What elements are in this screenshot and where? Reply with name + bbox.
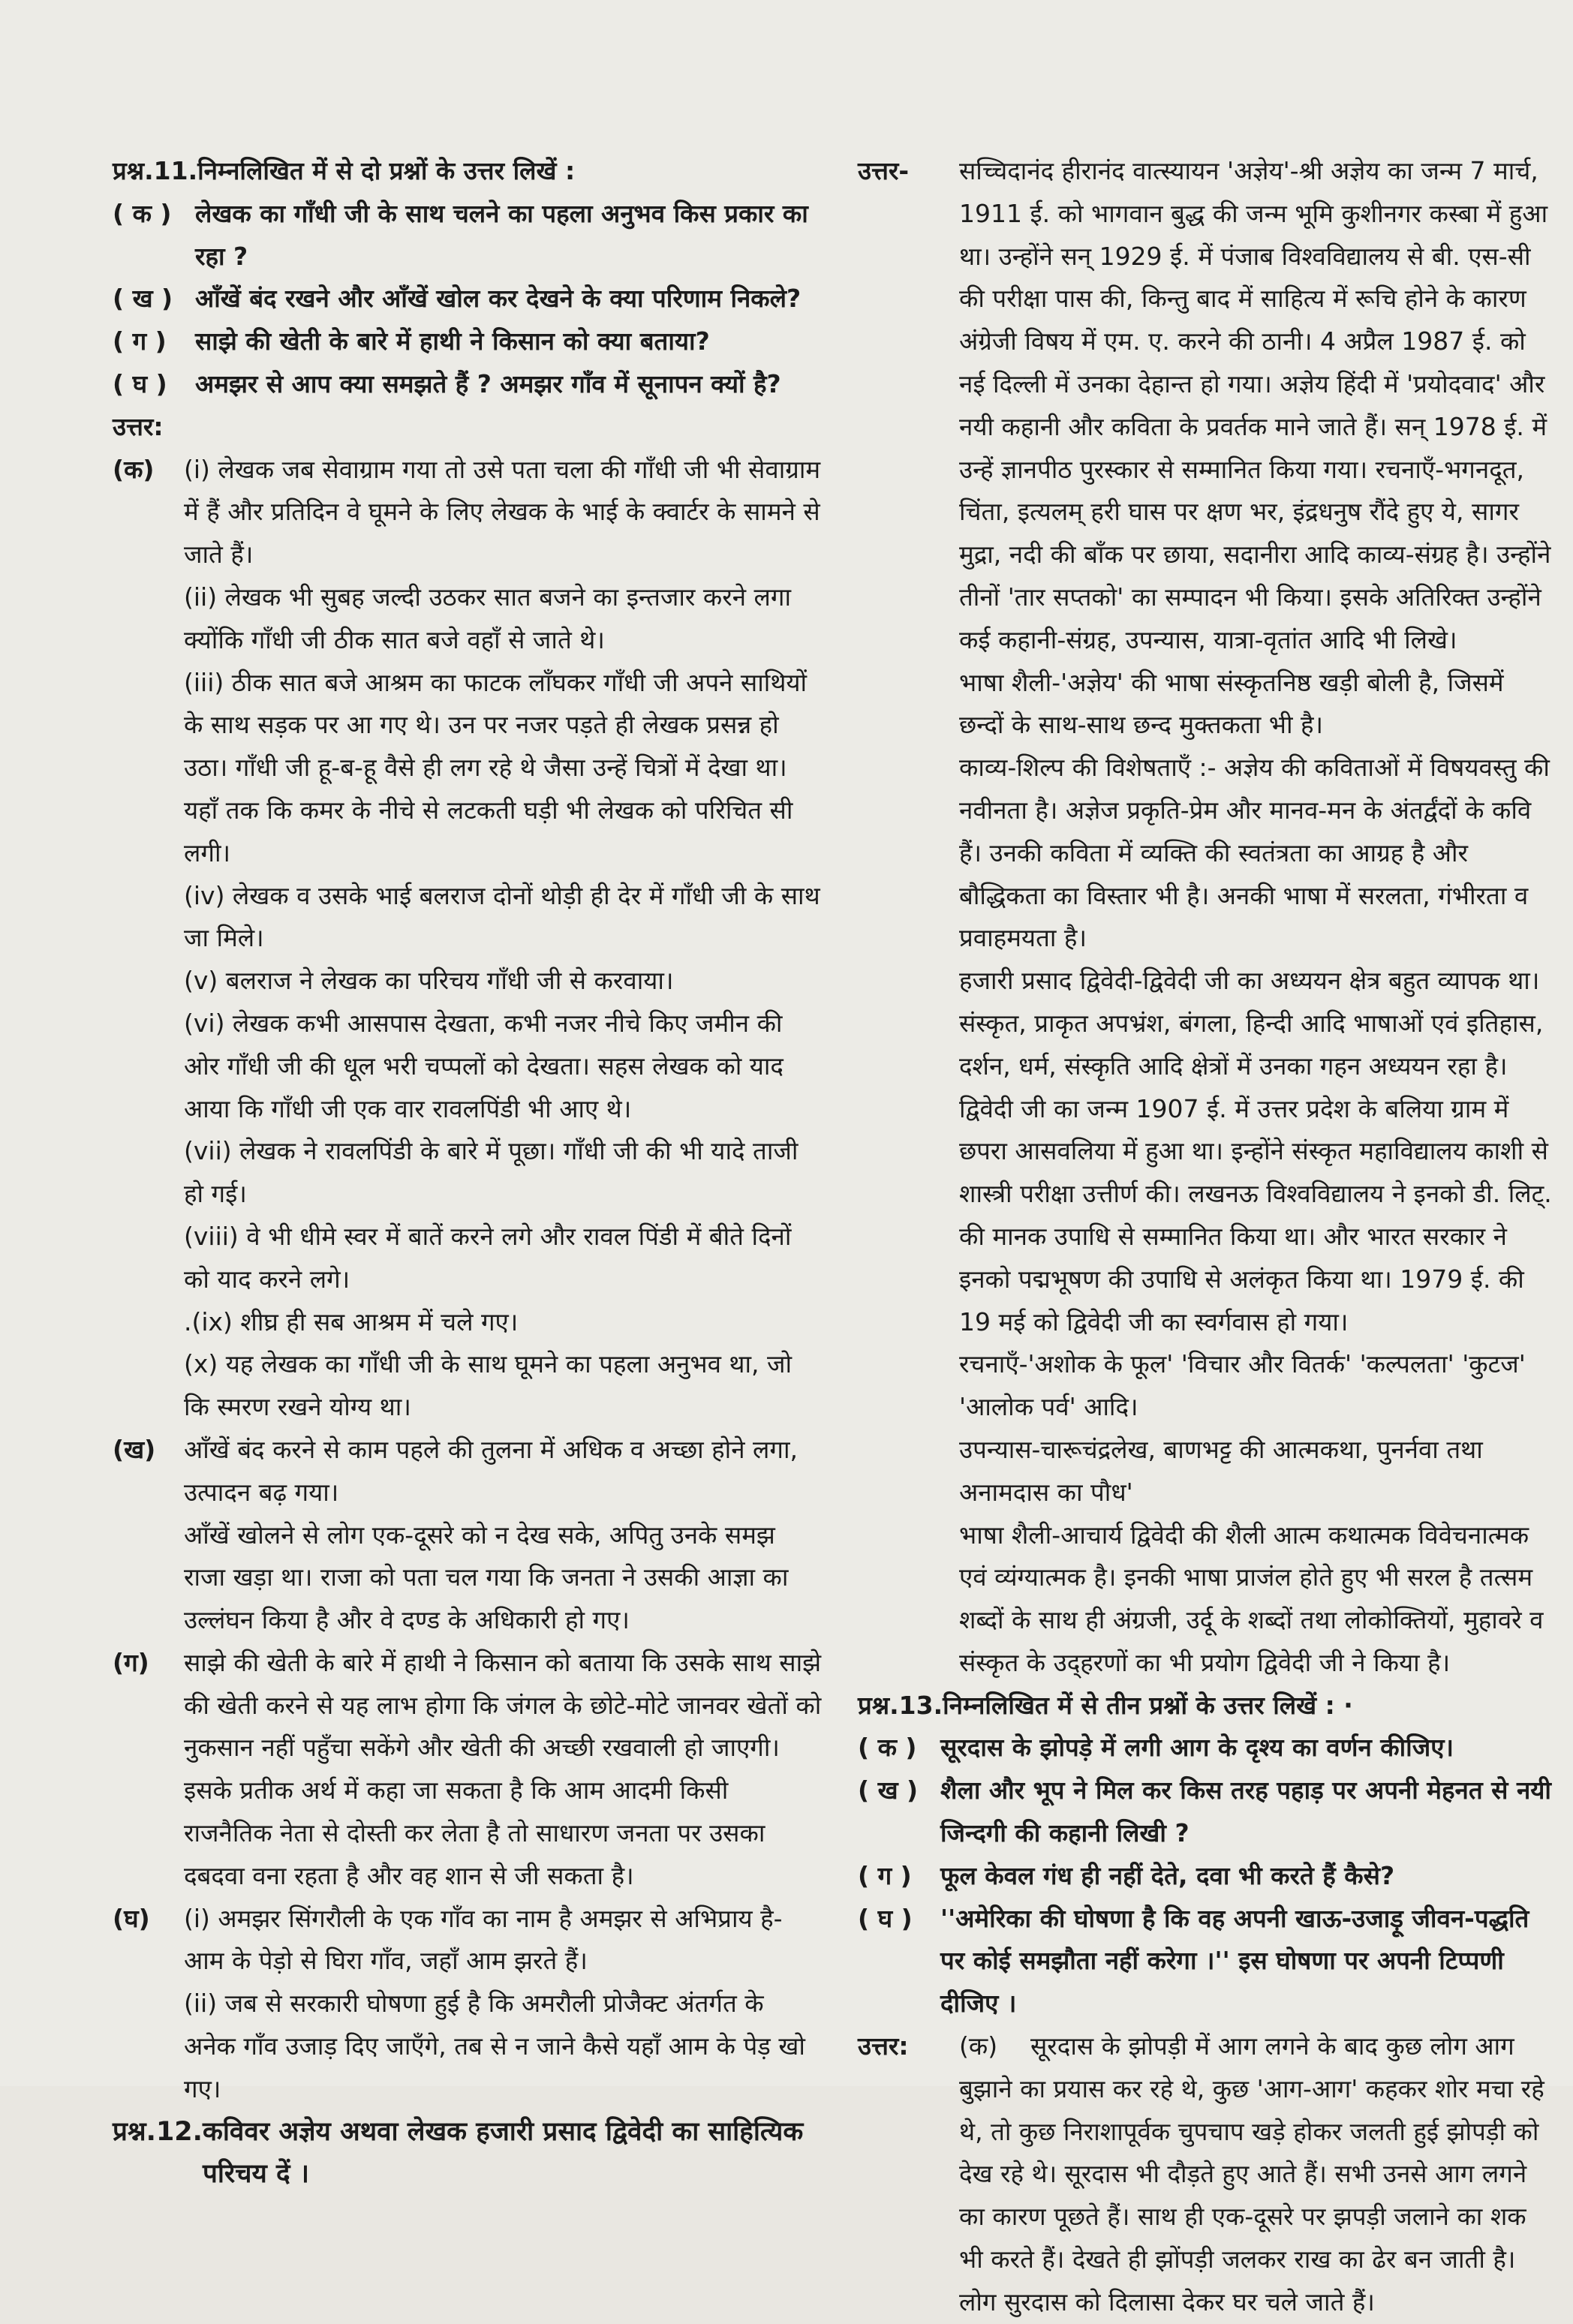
q11-item-text: साझे की खेती के बारे में हाथी ने किसान को क्या बताया? [195, 326, 710, 356]
answer-point: (iii) ठीक सात बजे आश्रम का फाटक लाँघकर गाँधी जी अपने साथियों के साथ सड़क पर आ गए थे। उन पर नजर पड़ते ही लेखक प्रसन्न हो उठा। गाँधी जी हू-ब-हू वैसे ही लग रहे थे जैसा उन्हें चित्रों में देखा था। यहाँ तक कि कमर के नीचे से लटकती घड़ी भी लेखक को परिचित सी लगी। [184, 667, 808, 867]
answer-12-body [959, 150, 1552, 1685]
left-column [113, 150, 822, 2196]
answer-ga-label: (ग) [113, 1647, 149, 1677]
q12-text: कविवर अज्ञेय अथवा लेखक हजारी प्रसाद द्विवेदी का साहित्यिक परिचय दें । [202, 2116, 804, 2190]
answer-gha [113, 1898, 822, 2111]
answer-kha [113, 1429, 822, 1642]
answer-paragraph: इसके प्रतीक अर्थ में कहा जा सकता है कि आम आदमी किसी राजनैतिक नेता से दोस्ती कर लेता है तो साधारण जनता पर उसका दबदवा वना रहता है और वह शान से जी सकता है। [184, 1775, 765, 1890]
q13-item-text: सूरदास के झोपड़े में लगी आग के दृश्य का वर्णन कीजिए। [940, 1733, 1454, 1763]
answer-point: (vi) लेखक कभी आसपास देखता, कभी नजर नीचे किए जमीन की ओर गाँधी जी की धूल भरी चप्पलों को देखता। सहस लेखक को याद आया कि गाँधी जी एक वार रावलपिंडी भी आए थे। [184, 1008, 783, 1123]
answer-point: (viii) वे भी धीमे स्वर में बातें करने लगे और रावल पिंडी में बीते दिनों को याद करने लगे। [184, 1221, 792, 1294]
q11-item-label: ( घ ) [113, 368, 167, 398]
answer-point: (iv) लेखक व उसके भाई बलराज दोनों थोड़ी ही देर में गाँधी जी के साथ जा मिले। [184, 880, 820, 953]
q12-label: प्रश्न.12. [113, 2116, 203, 2147]
q11-item-text: अमझर से आप क्या समझते हैं ? अमझर गाँव में सूनापन क्यों है? [195, 368, 781, 398]
q11-item-text: लेखक का गाँधी जी के साथ चलने का पहला अनुभव किस प्रकार का रहा ? [195, 198, 808, 271]
q11-item [113, 193, 822, 278]
q11-item-label: ( ग ) [113, 326, 167, 356]
answer-paragraph: उपन्यास-चारूचंद्रलेख, बाणभट्ट की आत्मकथा, पुनर्नवा तथा अनामदास का पौध' [959, 1434, 1483, 1507]
q13-item-text: फूल केवल गंध ही नहीं देते, दवा भी करते हैं कैसे? [940, 1860, 1395, 1890]
answer-12-label: उत्तर- [858, 156, 910, 185]
q12-heading [113, 2111, 822, 2196]
answer-paragraph: काव्य-शिल्प की विशेषताएँ :- अज्ञेय की कविताओं में विषयवस्तु की नवीनता है। अज्ञेज प्रकृति-प्रेम और मानव-मन के अंतर्द्वंदों के कवि हैं। उनकी कविता में व्यक्ति की स्वतंत्रता का आग्रह है और बौद्धिकता का विस्तार भी है। अनकी भाषा में सरलता, गंभीरता व प्रवाहमयता है। [959, 753, 1550, 953]
answer-paragraph: साझे की खेती के बारे में हाथी ने किसान को बताया कि उसके साथ साझे की खेती करने से यह लाभ होगा कि जंगल के छोटे-मोटे जानवर खेतों को नुकसान नहीं पहुँचा सकेंगे और खेती की अच्छी रखवाली हो जाएगी। [184, 1647, 822, 1763]
answer-ga-body [184, 1642, 822, 1898]
answer-13-body [959, 2025, 1552, 2324]
q11-item [113, 320, 822, 363]
answer-ka [113, 449, 822, 1429]
answer-paragraph: भाषा शैली-'अज्ञेय' की भाषा संस्कृतनिष्ठ खड़ी बोली है, जिसमें छन्दों के साथ-साथ छन्द मुक्तकता भी है। [959, 667, 1504, 740]
q11-item-text: आँखें बंद रखने और आँखें खोल कर देखने के क्या परिणाम निकले? [195, 284, 802, 314]
q13-item-text: ''अमेरिका की घोषणा है कि वह अपनी खाऊ-उजाड़ू जीवन-पद्धति पर कोई समझौता नहीं करेगा ।'' इस घोषणा पर अपनी टिप्पणी दीजिए । [940, 1903, 1529, 2019]
q13-item-label: ( क ) [858, 1733, 917, 1763]
q11-item [113, 363, 822, 406]
answer-paragraph: सच्चिदानंद हीरानंद वात्स्यायन 'अज्ञेय'-श्री अज्ञेय का जन्म 7 मार्च, 1911 ई. को भागवान बुद्ध की जन्म भूमि कुशीनगर कस्बा में हुआ था। उन्होंने सन् 1929 ई. में पंजाब विश्वविद्यालय से बी. एस-सी की परीक्षा पास की, किन्तु बाद में साहित्य में रूचि होने के कारण अंग्रेजी विषय में एम. ए. करने की ठानी। 4 अप्रैल 1987 ई. को नई दिल्ली में उनका देहान्त हो गया। अज्ञेय हिंदी में 'प्रयोदवाद' और नयी कहानी और कविता के प्रवर्तक माने जाते हैं। सन् 1978 ई. में उन्हें ज्ञानपीठ पुरस्कार से सम्मानित किया गया। रचनाएँ-भगनदूत, चिंता, इत्यलम् हरी घास पर क्षण भर, इंद्रधनुष रौंदे हुए ये, सागर मुद्रा, नदी की बाँक पर छाया, सदानीरा आदि काव्य-संग्रह है। उन्होंने तीनों 'तार सप्तको' का सम्पादन भी किया। इसके अतिरिक्त उन्होंने कई कहानी-संग्रह, उपन्यास, यात्रा-वृतांत आदि भी लिखे। [959, 156, 1551, 654]
answer-paragraph: रचनाएँ-'अशोक के फूल' 'विचार और वितर्क' 'कल्पलता' 'कुटज' 'आलोक पर्व' आदि। [959, 1349, 1526, 1422]
q13-item-label: ( घ ) [858, 1903, 913, 1933]
answer-kha-label: (ख) [113, 1434, 156, 1464]
answer-paragraph: (ii) जब से सरकारी घोषणा हुई है कि अमरौली प्रोजैक्ट अंतर्गत के अनेक गाँव उजाड़ दिए जाएँगे, तब से न जाने कैसे यहाँ आम के पेड़ खो गए। [184, 1989, 805, 2103]
answer-ka-label: (क) [113, 454, 155, 484]
answer-point: (i) लेखक जब सेवाग्राम गया तो उसे पता चला की गाँधी जी भी सेवाग्राम में हैं और प्रतिदिन वे घूमने के लिए लेखक के भाई के क्वार्टर के सामने से जाते हैं। [184, 454, 821, 570]
answer-13 [858, 2025, 1552, 2324]
answer-13-label: उत्तर: [858, 2031, 909, 2061]
answer-13-sublabel: (क) [959, 2031, 998, 2061]
q11-item-label: ( क ) [113, 198, 172, 228]
answer-paragraph: (i) अमझर सिंगरौली के एक गाँव का नाम है अमझर से अभिप्राय है-आम के पेड़ो से घिरा गाँव, जहाँ आम झरते हैं। [184, 1903, 783, 1976]
answer-paragraph: आँखें बंद करने से काम पहले की तुलना में अधिक व अच्छा होने लगा, उत्पादन बढ़ गया। [184, 1434, 799, 1507]
answer-gha-body [184, 1898, 822, 2111]
answer-point: (x) यह लेखक का गाँधी जी के साथ घूमने का पहला अनुभव था, जो कि स्मरण रखने योग्य था। [184, 1349, 793, 1422]
right-column [858, 150, 1552, 2324]
q13-item-label: ( ख ) [858, 1775, 919, 1805]
answer-point: (ii) लेखक भी सुबह जल्दी उठकर सात बजने का इन्तजार करने लगा क्योंकि गाँधी जी ठीक सात बजे वहाँ से जाते थे। [184, 582, 792, 654]
answer-point: .(ix) शीघ्र ही सब आश्रम में चले गए। [184, 1306, 519, 1336]
answer-gha-label: (घ) [113, 1903, 150, 1933]
q13-heading: प्रश्न.13.निम्नलिखित में से तीन प्रश्नों के उत्तर लिखें : · [858, 1690, 1353, 1720]
q13-item [858, 1855, 1552, 1898]
answer-paragraph: भाषा शैली-आचार्य द्विवेदी की शैली आत्म कथात्मक विवेचनात्मक एवं व्यंग्यात्मक है। इनकी भाषा प्राजंल होते हुए भी सरल है तत्सम शब्दों के साथ ही अंग्रजी, उर्दू के शब्दों तथा लोकोक्तियों, मुहावरे व संस्कृत के उद्हरणों का भी प्रयोग द्विवेदी जी ने किया है। [959, 1520, 1544, 1677]
q13-item [858, 1769, 1552, 1855]
answer-kha-body [184, 1429, 822, 1642]
answer-ga [113, 1642, 822, 1898]
q13-item-text: शैला और भूप ने मिल कर किस तरह पहाड़ पर अपनी मेहनत से नयी जिन्दगी की कहानी लिखी ? [940, 1775, 1551, 1848]
answer-label: उत्तर: [113, 411, 164, 441]
answer-point: (vii) लेखक ने रावलपिंडी के बारे में पूछा। गाँधी जी की भी यादे ताजी हो गई। [184, 1136, 799, 1209]
answer-paragraph: आँखें खोलने से लोग एक-दूसरे को न देख सके, अपितु उनके समझ राजा खड़ा था। राजा को पता चल गया कि जनता ने उसकी आज्ञा का उल्लंघन किया है और वे दण्ड के अधिकारी हो गए। [184, 1520, 789, 1635]
answer-12 [858, 150, 1552, 1685]
q11-item-label: ( ख ) [113, 284, 173, 314]
answer-point: (v) बलराज ने लेखक का परिचय गाँधी जी से करवाया। [184, 966, 674, 996]
answer-ka-body [184, 449, 822, 1429]
q13-item [858, 1727, 1552, 1769]
q11-heading: प्रश्न.11.निम्नलिखित में से दो प्रश्नों के उत्तर लिखें : [113, 156, 576, 185]
q13-item [858, 1898, 1552, 2025]
answer-paragraph: हजारी प्रसाद द्विवेदी-द्विवेदी जी का अध्ययन क्षेत्र बहुत व्यापक था। संस्कृत, प्राकृत अपभ्रंश, बंगला, हिन्दी आदि भाषाओं एवं इतिहास, दर्शन, धर्म, संस्कृति आदि क्षेत्रों में उनका गहन अध्ययन रहा है। द्विवेदी जी का जन्म 1907 ई. में उत्तर प्रदेश के बलिया ग्राम में छपरा आसवलिया में हुआ था। इन्होंने संस्कृत महाविद्यालय काशी से शास्त्री परीक्षा उत्तीर्ण की। लखनऊ विश्वविद्यालय ने इनको डी. लिट्. की मानक उपाधि से सम्मानित किया था। और भारत सरकार ने इनको पद्मभूषण की उपाधि से अलंकृत किया था। 1979 ई. की 19 मई को द्विवेदी जी का स्वर्गवास हो गया। [959, 966, 1552, 1336]
answer-13-text: सूरदास के झोपड़ी में आग लगने के बाद कुछ लोग आग बुझाने का प्रयास कर रहे थे, कुछ 'आग-आग' कहकर शोर मचा रहे थे, तो कुछ निराशापूर्वक चुपचाप खड़े होकर जलती हुई झोपड़ी को देख रहे थे। सूरदास भी दौड़ते हुए आते हैं। सभी उनसे आग लगने का कारण पूछते हैं। साथ ही एक-दूसरे पर झपड़ी जलाने का शक भी करते हैं। देखते ही झोंपड़ी जलकर राख का ढेर बन जाती है। लोग सुरदास को दिलासा देकर घर चले जाते हैं। [959, 2031, 1544, 2316]
q11-item [113, 278, 822, 320]
q13-item-label: ( ग ) [858, 1860, 912, 1890]
